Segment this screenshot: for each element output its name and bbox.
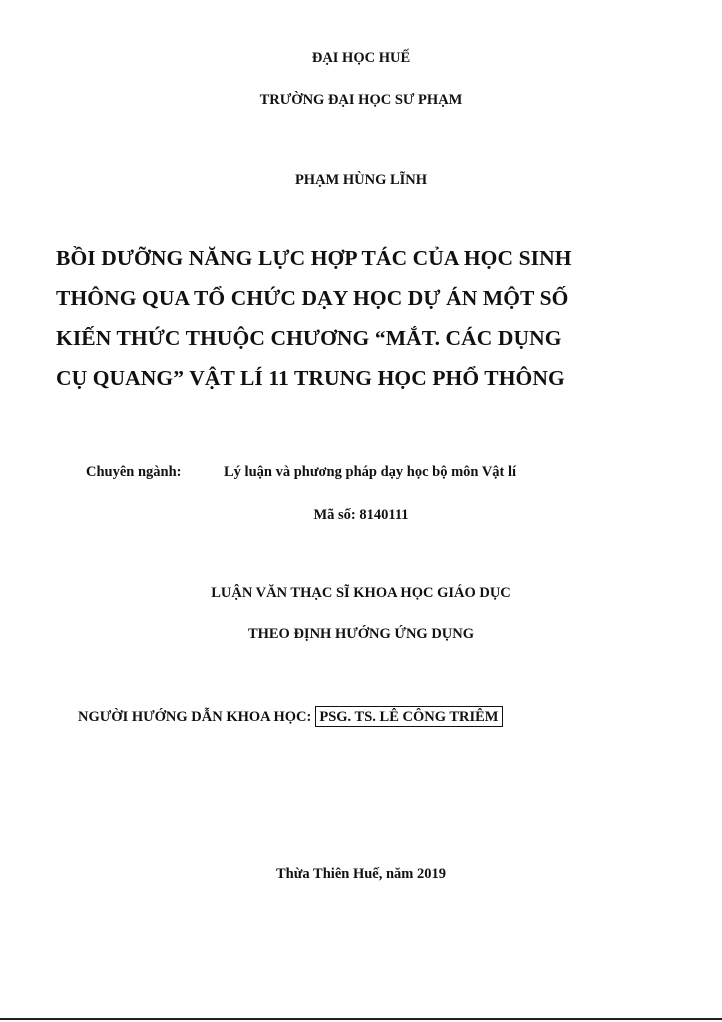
advisor-row [78,706,503,727]
thesis-title-line-1: BỒI DƯỠNG NĂNG LỰC HỢP TÁC CỦA HỌC SINH [56,246,572,270]
specialization-value: Lý luận và phương pháp dạy học bộ môn Vật lí [224,464,517,480]
bottom-divider [0,1018,722,1020]
thesis-title-line-2: THÔNG QUA TỔ CHỨC DẠY HỌC DỰ ÁN MỘT SỐ [56,286,569,310]
specialization-label: Chuyên ngành: [86,464,182,480]
degree-line-1: LUẬN VĂN THẠC SĨ KHOA HỌC GIÁO DỤC [211,585,511,601]
place-and-year: Thừa Thiên Huế, năm 2019 [276,866,446,882]
program-code: Mã số: 8140111 [313,507,409,523]
thesis-title-line-4: CỤ QUANG” VẬT LÍ 11 TRUNG HỌC PHỔ THÔNG [56,366,565,390]
advisor-label: NGƯỜI HƯỚNG DẪN KHOA HỌC: [78,709,312,725]
author-name: PHẠM HÙNG LĨNH [294,172,428,188]
school-name: TRƯỜNG ĐẠI HỌC SƯ PHẠM [259,92,463,108]
degree-line-2: THEO ĐỊNH HƯỚNG ỨNG DỤNG [247,626,475,642]
advisor-name-box: PSG. TS. LÊ CÔNG TRIÊM [315,706,502,727]
thesis-title-line-3: KIẾN THỨC THUỘC CHƯƠNG “MẮT. CÁC DỤNG [56,326,562,350]
university-name: ĐẠI HỌC HUẾ [311,50,411,66]
